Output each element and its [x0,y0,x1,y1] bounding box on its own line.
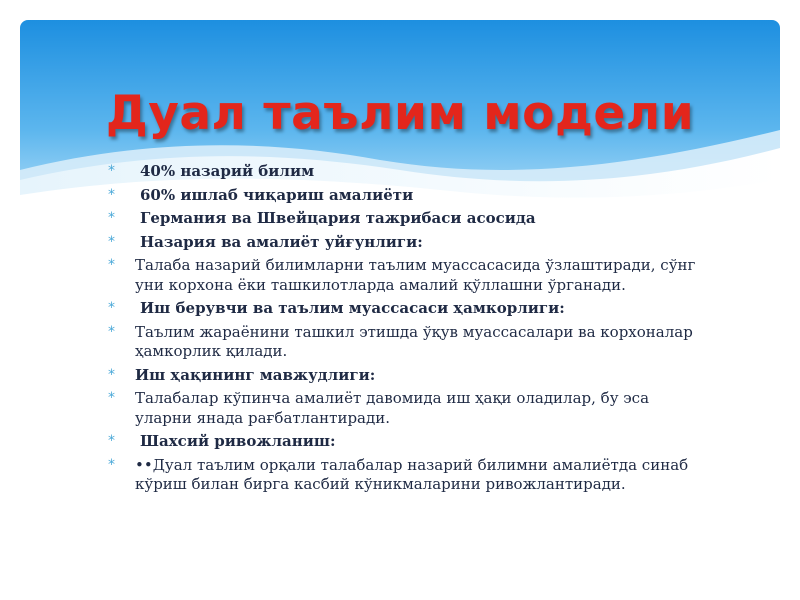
bullet-text: Таълим жараёнини ташкил этишда ўқув муассасалари ва корхоналар ҳамкорлик қилади. [135,322,693,360]
asterisk-bullet-icon: * [108,323,115,340]
bullet-text: Шахсий ривожланиш: [140,432,336,450]
bullet-text: Назария ва амалиёт уйғунлиги: [140,232,423,251]
bullet-item [108,209,698,229]
bullet-text: Иш ҳақининг мавжудлиги: [135,365,376,384]
bullet-text: Германия ва Швейцария тажрибаси асосида [140,209,536,227]
bullet-text: 40% назарий билим [140,162,315,180]
asterisk-bullet-icon: * [108,163,115,179]
asterisk-bullet-icon: * [108,366,115,383]
bullet-text: ••Дуал таълим орқали талабалар назарий билимни амалиётда синаб кўриш билан бирга касбий кўникмаларини ривожлантиради. [135,455,689,493]
bullet-item [108,186,698,206]
bullet-item [108,432,698,452]
asterisk-bullet-icon: * [108,186,115,203]
bullet-item [108,233,698,253]
bullet-item [108,256,698,295]
asterisk-bullet-icon: * [108,300,115,316]
bullet-item [108,456,698,495]
bullet-text: Иш берувчи ва таълим муассасаси ҳамкорлиги: [140,299,565,317]
bullet-item [108,299,698,319]
asterisk-bullet-icon: * [108,456,115,473]
bullet-item [108,323,698,362]
asterisk-bullet-icon: * [108,433,115,449]
asterisk-bullet-icon: * [108,257,115,273]
bullet-list [108,162,698,499]
bullet-text: Талаба назарий билимларни таълим муассасасида ўзлаштиради, сўнг уни корхона ёки ташкилотларда амалий қўллашни ўрганади. [135,256,696,294]
bullet-text: 60% ишлаб чиқариш амалиёти [140,185,414,204]
asterisk-bullet-icon: * [108,210,115,226]
asterisk-bullet-icon: * [108,233,115,250]
asterisk-bullet-icon: * [108,390,115,406]
bullet-item [108,162,698,182]
bullet-item [108,366,698,386]
bullet-text: Талабалар кўпинча амалиёт давомида иш ҳақи оладилар, бу эса уларни янада рағбатлантиради. [135,389,650,427]
slide-title: Дуал таълим модели [105,86,695,141]
bullet-item [108,389,698,428]
